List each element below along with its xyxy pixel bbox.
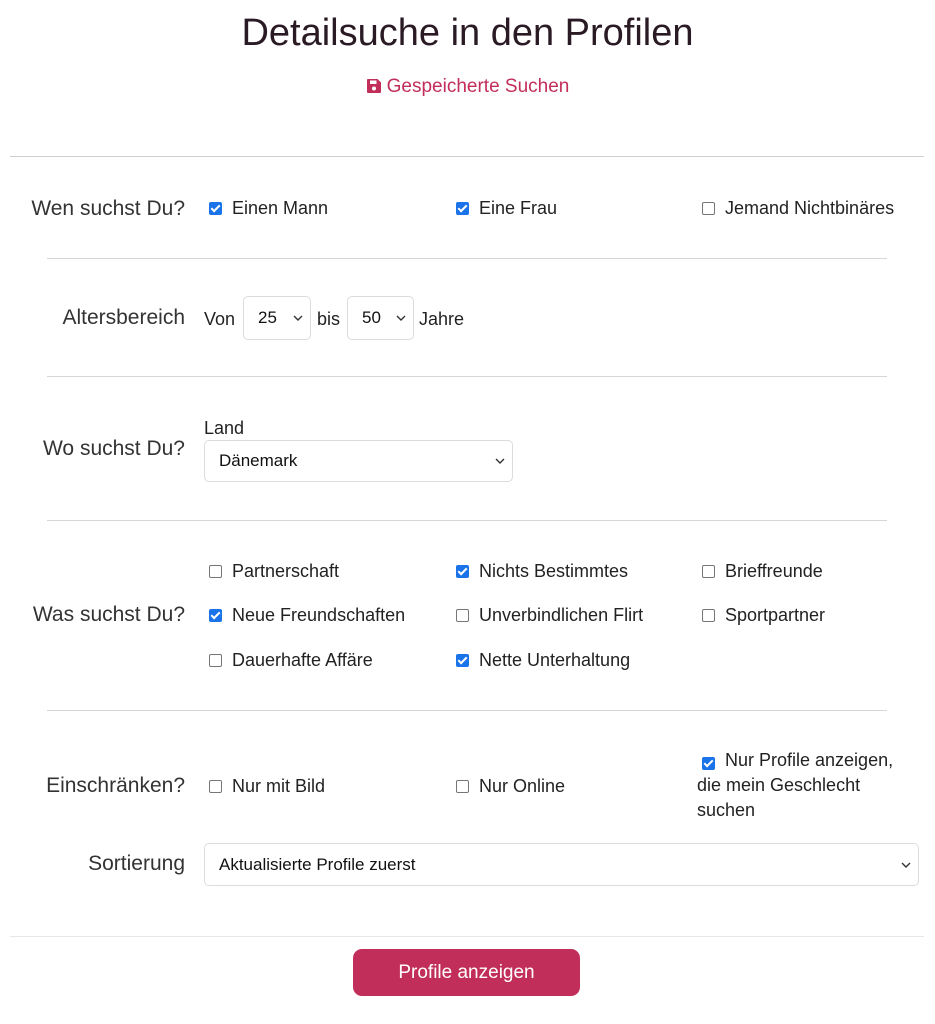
- page-title: Detailsuche in den Profilen: [241, 12, 694, 54]
- option-nette-unterhaltung[interactable]: Nette Unterhaltung: [456, 650, 630, 671]
- show-profiles-button[interactable]: Profile anzeigen: [353, 949, 580, 996]
- sort-label: Sortierung: [88, 852, 185, 875]
- saved-searches-link[interactable]: [0, 76, 935, 98]
- country-select[interactable]: Dänemark: [204, 440, 513, 482]
- chevron-down-icon: [494, 455, 506, 467]
- age-from-select[interactable]: 25: [243, 296, 311, 340]
- divider: [47, 376, 887, 377]
- divider: [10, 156, 924, 157]
- option-dauerhafte-affaere[interactable]: Dauerhafte Affäre: [209, 650, 373, 671]
- saved-searches-label: Gespeicherte Suchen: [386, 76, 570, 97]
- option-sportpartner[interactable]: Sportpartner: [702, 605, 825, 626]
- restrict-label: Einschränken?: [46, 774, 185, 797]
- option-brieffreunde[interactable]: Brieffreunde: [702, 561, 823, 582]
- age-from-text: Von: [204, 309, 236, 329]
- checkbox[interactable]: [209, 609, 222, 622]
- checkbox[interactable]: [209, 565, 222, 578]
- sort-select[interactable]: Aktualisierte Profile zuerst: [204, 843, 919, 886]
- checkbox[interactable]: [456, 565, 469, 578]
- chevron-down-icon: [292, 312, 304, 324]
- what-label: Was suchst Du?: [32, 603, 185, 626]
- chevron-down-icon: [395, 312, 407, 324]
- divider: [10, 936, 924, 937]
- checkbox[interactable]: [209, 202, 222, 215]
- age-label: Altersbereich: [62, 306, 185, 329]
- who-label: Wen suchst Du?: [31, 197, 185, 220]
- divider: [47, 710, 887, 711]
- checkbox[interactable]: [702, 609, 715, 622]
- checkbox[interactable]: [456, 654, 469, 667]
- where-label: Wo suchst Du?: [42, 437, 185, 460]
- option-nur-mit-bild[interactable]: Nur mit Bild: [209, 776, 325, 797]
- option-partnerschaft[interactable]: Partnerschaft: [209, 561, 339, 582]
- checkbox[interactable]: [209, 780, 222, 793]
- option-nur-profile-geschlecht[interactable]: Nur Profile anzeigen, die mein Geschlecht suchen: [697, 750, 894, 820]
- country-label: Land: [204, 418, 245, 438]
- checkbox[interactable]: [456, 609, 469, 622]
- age-to-text: bis: [317, 309, 341, 329]
- divider: [47, 520, 887, 521]
- age-to-select[interactable]: 50: [347, 296, 414, 340]
- chevron-down-icon: [900, 859, 912, 871]
- age-unit: Jahre: [419, 309, 465, 329]
- option-eine-frau[interactable]: Eine Frau: [456, 198, 557, 219]
- option-einen-mann[interactable]: Einen Mann: [209, 198, 328, 219]
- checkbox[interactable]: [702, 565, 715, 578]
- checkbox[interactable]: [702, 202, 715, 215]
- option-neue-freundschaften[interactable]: Neue Freundschaften: [209, 605, 405, 626]
- divider: [47, 258, 887, 259]
- option-unverbindlichen-flirt[interactable]: Unverbindlichen Flirt: [456, 605, 643, 626]
- save-icon: [366, 78, 382, 94]
- option-jemand-nichtbinaeres[interactable]: Jemand Nichtbinäres: [702, 198, 894, 219]
- option-nichts-bestimmtes[interactable]: Nichts Bestimmtes: [456, 561, 628, 582]
- option-nur-online[interactable]: Nur Online: [456, 776, 565, 797]
- checkbox[interactable]: [209, 654, 222, 667]
- checkbox[interactable]: [456, 780, 469, 793]
- checkbox[interactable]: [456, 202, 469, 215]
- checkbox[interactable]: [702, 757, 715, 770]
